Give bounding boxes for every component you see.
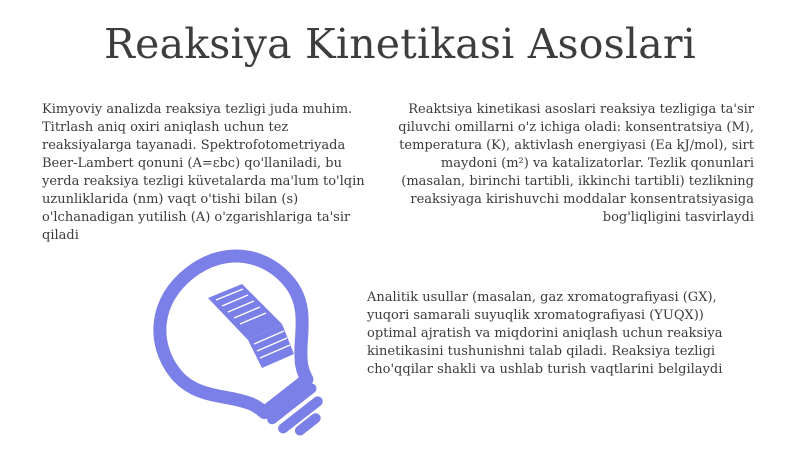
paragraph-right: Reaktsiya kinetikasi asoslari reaksiya tezligiga ta'sir qiluvchi omillarni o'z ichiga oladi: konsentratsiya (M), temperatura (K), aktivlash energiyasi (Ea kJ/mol), sirt maydoni (m²) va katalizatorlar. Tezlik qonunlari (masalan, birinchi tartibli, ikkinchi tartibli) tezlikning reaksiyaga kirishuvchi moddalar konsentratsiyasiga bog'liqligini tasvirlaydi	[398, 102, 754, 225]
slide-title: Reaksiya Kinetikasi Asoslari	[104, 20, 696, 68]
lightbulb-book-icon	[150, 246, 340, 442]
paragraph-left: Kimyoviy analizda reaksiya tezligi juda muhim. Titrlash aniq oxiri aniqlash uchun tez reaksiyalarga tayanadi. Spektrofotometriyada Beer-Lambert qonuni (A=εbc) qo'llaniladi, bu yerda reaksiya tezligi küvetalarda ma'lum to'lqin uzunliklarida (nm) vaqt o'tishi bilan (s) o'lchanadigan yutilish (A) o'zgarishlariga ta'sir qiladi	[42, 102, 365, 243]
paragraph-bottom: Analitik usullar (masalan, gaz xromatografiyasi (GX), yuqori samarali suyuqlik xromatografiyasi (YUQX)) optimal ajratish va miqdorini aniqlash uchun reaksiya kinetikasini tushunishni talab qiladi. Reaksiya tezligi cho'qqilar shakli va ushlab turish vaqtlarini belgilaydi	[367, 290, 723, 377]
